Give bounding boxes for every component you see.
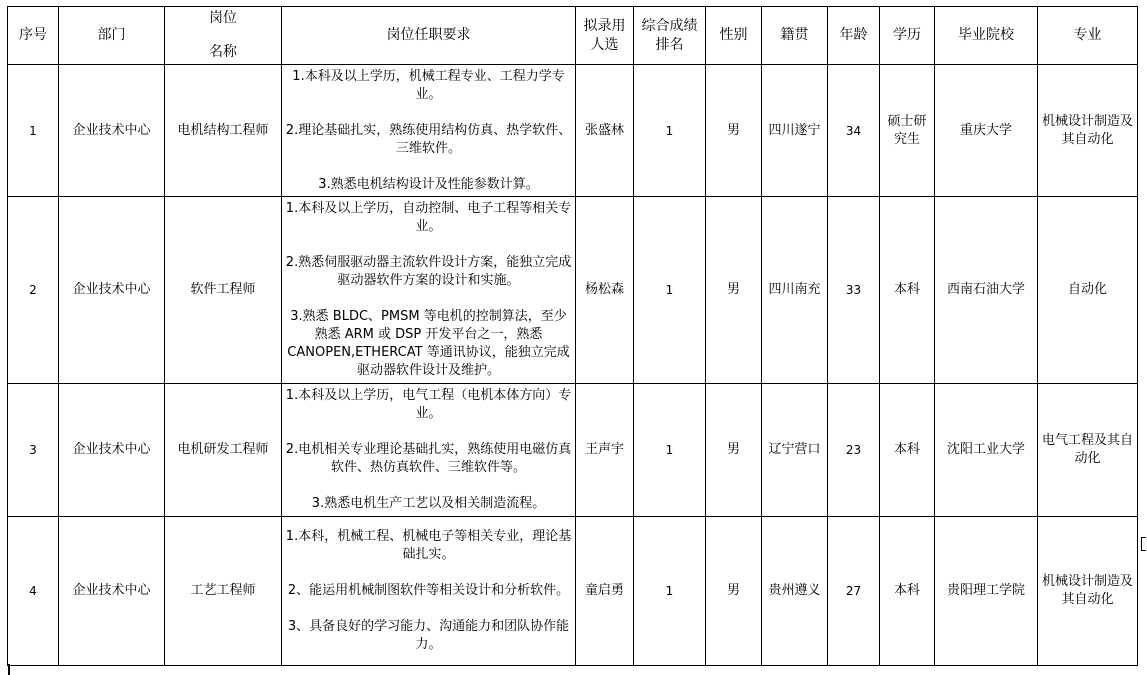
cell-edu: 本科 [880, 517, 935, 666]
cell-school: 沈阳工业大学 [935, 384, 1038, 517]
cell-native: 贵州遵义 [762, 517, 828, 666]
cell-post: 电机结构工程师 [165, 65, 282, 197]
table-row [8, 65, 1138, 197]
header-candidate: 拟录用人选 [576, 7, 634, 65]
cell-req [282, 384, 576, 517]
cell-gender: 男 [706, 517, 762, 666]
req-item: 1.本科，机械工程、机械电子等相关专业，理论基础扎实。 [285, 529, 572, 562]
cell-post: 工艺工程师 [165, 517, 282, 666]
cell-dept: 企业技术中心 [59, 197, 165, 384]
req-item: 1.本科及以上学历，自动控制、电子工程等相关专业。 [285, 201, 572, 234]
cell-candidate: 童启勇 [576, 517, 634, 666]
req-item: 1.本科及以上学历，机械工程专业、工程力学专业。 [292, 68, 565, 102]
req-item: 3、具备良好的学习能力、沟通能力和团队协作能力。 [287, 619, 570, 652]
cell-major: 自动化 [1038, 197, 1138, 384]
cell-native: 四川南充 [762, 197, 828, 384]
header-dept: 部门 [59, 7, 165, 65]
cell-rank: 1 [634, 384, 706, 517]
cell-edu: 本科 [880, 197, 935, 384]
recruitment-table [7, 6, 1138, 666]
req-item: 3.熟悉 BLDC、PMSM 等电机的控制算法，至少熟悉 ARM 或 DSP 开发平台之一，熟悉 CANOPEN,ETHERCAT 等通讯协议，能独立完成驱动器软件设计及维护。 [287, 309, 570, 378]
table-row [8, 517, 1138, 666]
header-native: 籍贯 [762, 7, 828, 65]
cell-native: 辽宁营口 [762, 384, 828, 517]
req-item: 2、能运用机械制图软件等相关设计和分析软件。 [287, 583, 570, 598]
cell-no: 1 [8, 65, 59, 197]
cell-age: 34 [828, 65, 880, 197]
cell-native: 四川遂宁 [762, 65, 828, 197]
header-post-line1: 岗位 [209, 10, 237, 26]
cell-candidate: 杨松森 [576, 197, 634, 384]
cell-rank: 1 [634, 65, 706, 197]
cell-dept: 企业技术中心 [59, 517, 165, 666]
header-gender: 性别 [706, 7, 762, 65]
header-post [165, 7, 282, 65]
header-row [8, 7, 1138, 65]
header-no: 序号 [8, 7, 59, 65]
cell-req [282, 517, 576, 666]
cell-age: 27 [828, 517, 880, 666]
table-row [8, 384, 1138, 517]
cell-dept: 企业技术中心 [59, 384, 165, 517]
cell-age: 33 [828, 197, 880, 384]
cell-gender: 男 [706, 65, 762, 197]
table-row [8, 197, 1138, 384]
cell-edu: 本科 [880, 384, 935, 517]
page-edge-mark [8, 664, 10, 675]
cell-candidate: 王声宇 [576, 384, 634, 517]
cell-major: 机械设计制造及其自动化 [1038, 65, 1138, 197]
cell-school: 贵阳理工学院 [935, 517, 1038, 666]
cell-no: 3 [8, 384, 59, 517]
header-req: 岗位任职要求 [282, 7, 576, 65]
header-major: 专业 [1038, 7, 1138, 65]
table-edge-marker [1141, 537, 1146, 551]
cell-post: 电机研发工程师 [165, 384, 282, 517]
cell-age: 23 [828, 384, 880, 517]
cell-major: 机械设计制造及其自动化 [1038, 517, 1138, 666]
cell-major: 电气工程及其自动化 [1038, 384, 1138, 517]
header-edu: 学历 [880, 7, 935, 65]
cell-rank: 1 [634, 517, 706, 666]
req-item: 2.理论基础扎实，熟练使用结构仿真、热学软件、三维软件。 [285, 122, 572, 156]
req-item: 1.本科及以上学历，电气工程（电机本体方向）专业。 [285, 388, 572, 421]
cell-req [282, 197, 576, 384]
req-item: 3.熟悉电机生产工艺以及相关制造流程。 [311, 496, 546, 511]
cell-candidate: 张盛林 [576, 65, 634, 197]
header-school: 毕业院校 [935, 7, 1038, 65]
cell-school: 西南石油大学 [935, 197, 1038, 384]
cell-gender: 男 [706, 197, 762, 384]
cell-no: 2 [8, 197, 59, 384]
cell-rank: 1 [634, 197, 706, 384]
cell-edu: 硕士研究生 [880, 65, 935, 197]
req-item: 2.熟悉伺服驱动器主流软件设计方案，能独立完成驱动器软件方案的设计和实施。 [285, 255, 572, 288]
cell-school: 重庆大学 [935, 65, 1038, 197]
cell-gender: 男 [706, 384, 762, 517]
cell-post: 软件工程师 [165, 197, 282, 384]
cell-req [282, 65, 576, 197]
req-item: 2.电机相关专业理论基础扎实，熟练使用电磁仿真软件、热仿真软件、三维软件等。 [285, 442, 572, 475]
cell-no: 4 [8, 517, 59, 666]
cell-dept: 企业技术中心 [59, 65, 165, 197]
header-age: 年龄 [828, 7, 880, 65]
header-rank: 综合成绩排名 [634, 7, 706, 65]
header-post-line2: 名称 [209, 44, 237, 60]
req-item: 3.熟悉电机结构设计及性能参数计算。 [318, 176, 539, 192]
